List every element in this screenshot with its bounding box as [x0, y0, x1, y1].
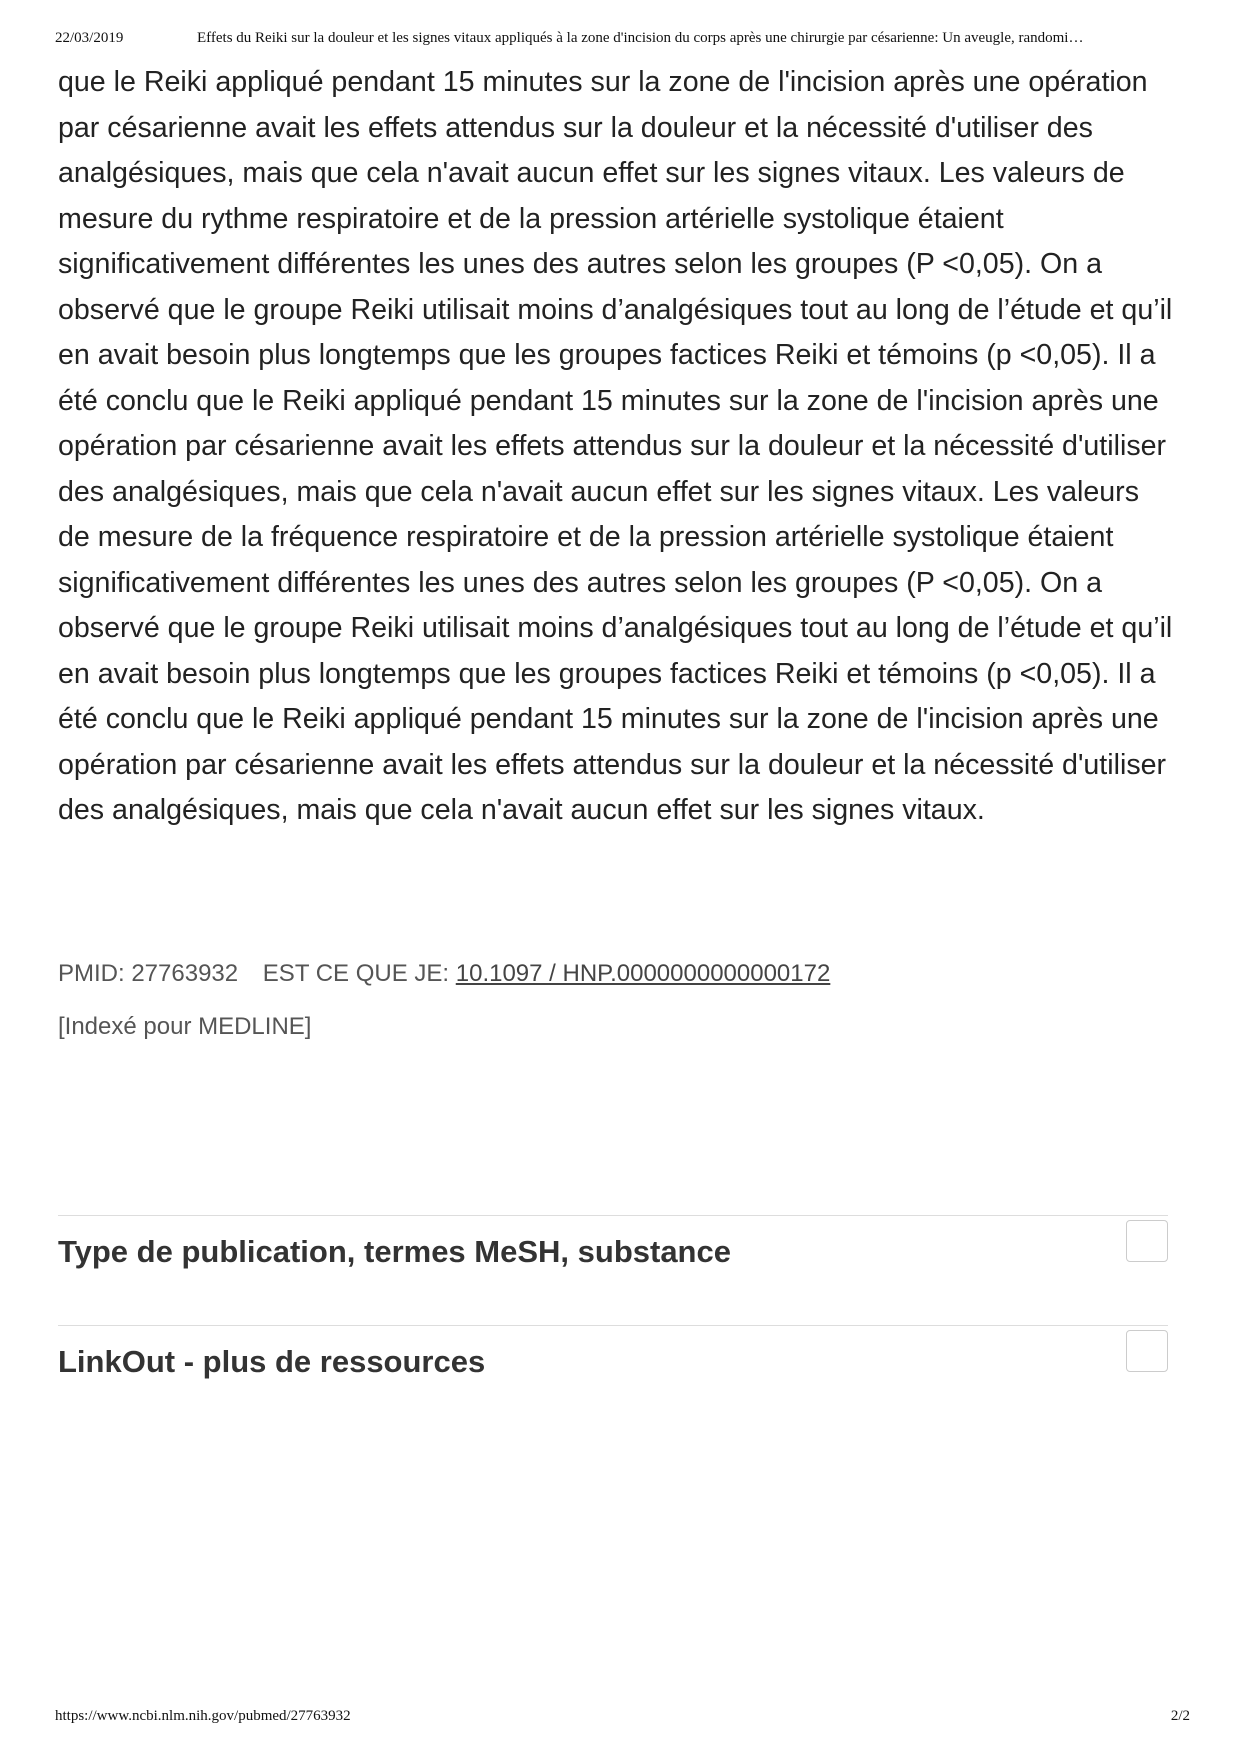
- doi-link[interactable]: 10.1097 / HNP.0000000000000172: [455, 960, 831, 987]
- expand-toggle-icon[interactable]: [1126, 1220, 1168, 1262]
- print-url: https://www.ncbi.nlm.nih.gov/pubmed/27763932: [55, 1708, 351, 1724]
- accordion-linkout-title[interactable]: LinkOut - plus de ressources: [58, 1344, 486, 1379]
- print-footer: [55, 1708, 1190, 1725]
- accordion-publication-type[interactable]: [58, 1215, 1168, 1326]
- print-date: 22/03/2019: [55, 30, 124, 46]
- pmid-label: PMID: 27763932: [58, 960, 239, 987]
- expand-toggle-icon[interactable]: [1126, 1330, 1168, 1372]
- accordion-linkout[interactable]: [58, 1325, 1168, 1436]
- print-document-title: Effets du Reiki sur la douleur et les signes vitaux appliqués à la zone d'incision du corps après une chirurgie par césarienne: Un aveugle, randomi…: [197, 30, 1084, 46]
- abstract-text: que le Reiki appliqué pendant 15 minutes sur la zone de l'incision après une opération par césarienne avait les effets attendus sur la douleur et la nécessité d'utiliser des analgésiques, mais que cela n'avait aucun effet sur les signes vitaux. Les valeurs de mesure du rythme respiratoire et de la pression artérielle systolique étaient significativement différentes les unes des autres selon les groupes (P <0,05). On a observé que le groupe Reiki utilisait moins d’analgésiques tout au long de l’étude et qu’il en avait besoin plus longtemps que les groupes factices Reiki et témoins (p <0,05). Il a été conclu que le Reiki appliqué pendant 15 minutes sur la zone de l'incision après une opération par césarienne avait les effets attendus sur la douleur et la nécessité d'utiliser des analgésiques, mais que cela n'avait aucun effet sur les signes vitaux. Les valeurs de mesure de la fréquence respiratoire et de la pression artérielle systolique étaient significativement différentes les unes des autres selon les groupes (P <0,05). On a observé que le groupe Reiki utilisait moins d’analgésiques tout au long de l’étude et qu’il en avait besoin plus longtemps que les groupes factices Reiki et témoins (p <0,05). Il a été conclu que le Reiki appliqué pendant 15 minutes sur la zone de l'incision après une opération par césarienne avait les effets attendus sur la douleur et la nécessité d'utiliser des analgésiques, mais que cela n'avait aucun effet sur les signes vitaux.: [58, 66, 1173, 826]
- accordion-publication-type-title[interactable]: Type de publication, termes MeSH, substance: [58, 1234, 731, 1269]
- page-number: 2/2: [1170, 1708, 1190, 1724]
- print-header: [55, 30, 1195, 56]
- indexed-note: [Indexé pour MEDLINE]: [58, 1013, 312, 1040]
- doi-label: EST CE QUE JE:: [262, 960, 450, 987]
- citation-meta: [58, 960, 830, 988]
